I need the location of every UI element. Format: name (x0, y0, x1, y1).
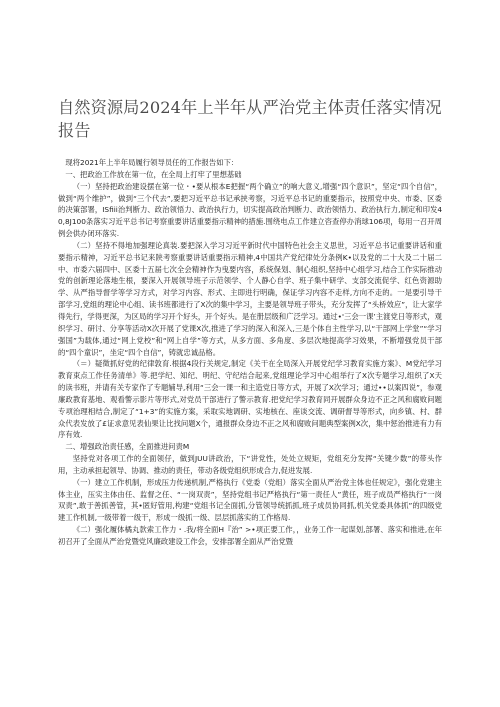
body-paragraph: （一）建立工作机制，形成压力传递机制,严格执行《党委（党组）落实全面从严治党主体也任规定》，强化党建主体主业，压实主体由任、监督之任、“一岗双责”，坚持党组书记严格执行“第一责任人”黄任，班子成员严格执行“一岗双责”,敢于善抓善管，其•匿好管用,构建“党组书记全面抓,分管领导统抓抓,班子成员协同抓,机关党委具体抓”的四级党建工作机制,一级带着一级干，形成一级抓一级、层层抓落实的工作格局. (58, 477, 442, 523)
body-paragraph: （＝）疑徵抓好党的纪律敦育.根据4段行关规定,制定《关干在全局深入开展党纪学习教育实施方案》、M党纪学习教育束点工作任务清单》等.把学纪、知纪、明纪、守纪结合起来,党组理论学习中心组举行了X次专题学习,组织了X天的读书班，并请有关专家作了专题辅导,利用“三会一课一和主造党日等方式，开展了X次学习；通过••以案四说”，参观廉政教育基地、观看警示影片等形式,对党员干部进行了警示教育.把党纪学习教育同开展群众身边不正之风和腐败问题专项治理相结合,制定了“1+3”的实施方案，采取实地调研、实地核在、座谈交流、调研督导等形式，向乡镇、村、群众代表发放了£证求意见表仙果让比找问题X个，通报群众身边不正之风和腐败问题典型案例X次，集中惩治推进有力有序有效. (58, 359, 442, 440)
document-body (58, 157, 442, 548)
body-paragraph: 《二）强化履体橘丸款索工作力・.我/将全面H『治” >•项正要工作，，业务工作一起谋划,部署、落实和推进,在年初召开了全面从严治党暨党风廉政建设工作会，安排部署全面从严治党暨 (58, 525, 442, 546)
body-paragraph: 坚持党对各项工作的全面领仔，做到JUU讲政治，下“讲党性，处处立规矩，党组充分发挥“关键少数”的带头作用，主动承担起领导、协调、推动的责任，带动各级党组织形成合力,促进发展. (58, 454, 442, 475)
body-paragraph: （一）坚持把政治建设摆在第一位・•要从根本E把握“两个确立”的响大意义,增强“四个意识”，坚定“四个自信”，做到“两个维护”，做到“三个代去”,要把习近平总书记承挟考察，习近平总书记的重要指示，按照党中央、市委、区委的决策部署，ISfiii治判断力、政治领悟力、政治执行力，切实提高政治判断力、政治领悟力、政治执行力,制定和印发40,8J100条落实习近平总书记考察重要讲话重要指示精神的措施.围绕电点工作建立咨查停办消球106项，每用一召开周例会供办闭环落实. (58, 181, 442, 239)
section-heading: 现将2021年上半年局履行领导员任的工作报告如下： (65, 158, 239, 167)
document-title: 自然资源局2024年上半年从严治党主体责任落实情况报告 (58, 98, 442, 140)
body-paragraph: （二）坚持不得地加强理论真装.要把深入学习习近平新时代中国特色社会主义思世，习近平总书记重要讲话和重要指示精神，习近平总书记来陕考察重要讲话重要指示精神,4中国共产党纪律处分条例K•以及党的二十大及二十届二中、市委六届四中、区委十五届七次全会精神作为曳要内容，系统保划、制心组织,坚持中心组学习,结合工作实际推动党的创新理论落地生根，要深入开展领导班子示范领学、个人静心自学、班子集中研学、支部交流促学、红色资源助学、从严指导督学等学习方式，对学习内容、形式、主即进行明确，保证学习内容不走样,方向不走的。一是要引导干部学习,党组的理论中心组、读书班都进行了X次的集中学习，主要是领导班子带头，充分发挥了“头桥效应”，让大家学得先行，学得更深，为区局的学习开个好头，开个好头。是在册层级和广泛学习。通过•'三会一课’主渡党日等形式，观织学习、研讨、分享等活动X次开展了党课X次,推进了学习的深入和深入,三是个体自主性学习,以“干部网上学堂”“学习强国”为载体,通过“网上党校”和“网上自学”等方式，从多方面、多角度、多层次地提高学习效果，不断增强党员干部的“四个童识”，坐定“四个自信”，铸就忠诚品格。 (58, 240, 442, 357)
section-heading: 一、把政治工作放在第一位，在全局上打牢了里想基础 (65, 169, 242, 179)
section-heading: 二、增强政治责任感，全面推进问责M (65, 442, 190, 452)
